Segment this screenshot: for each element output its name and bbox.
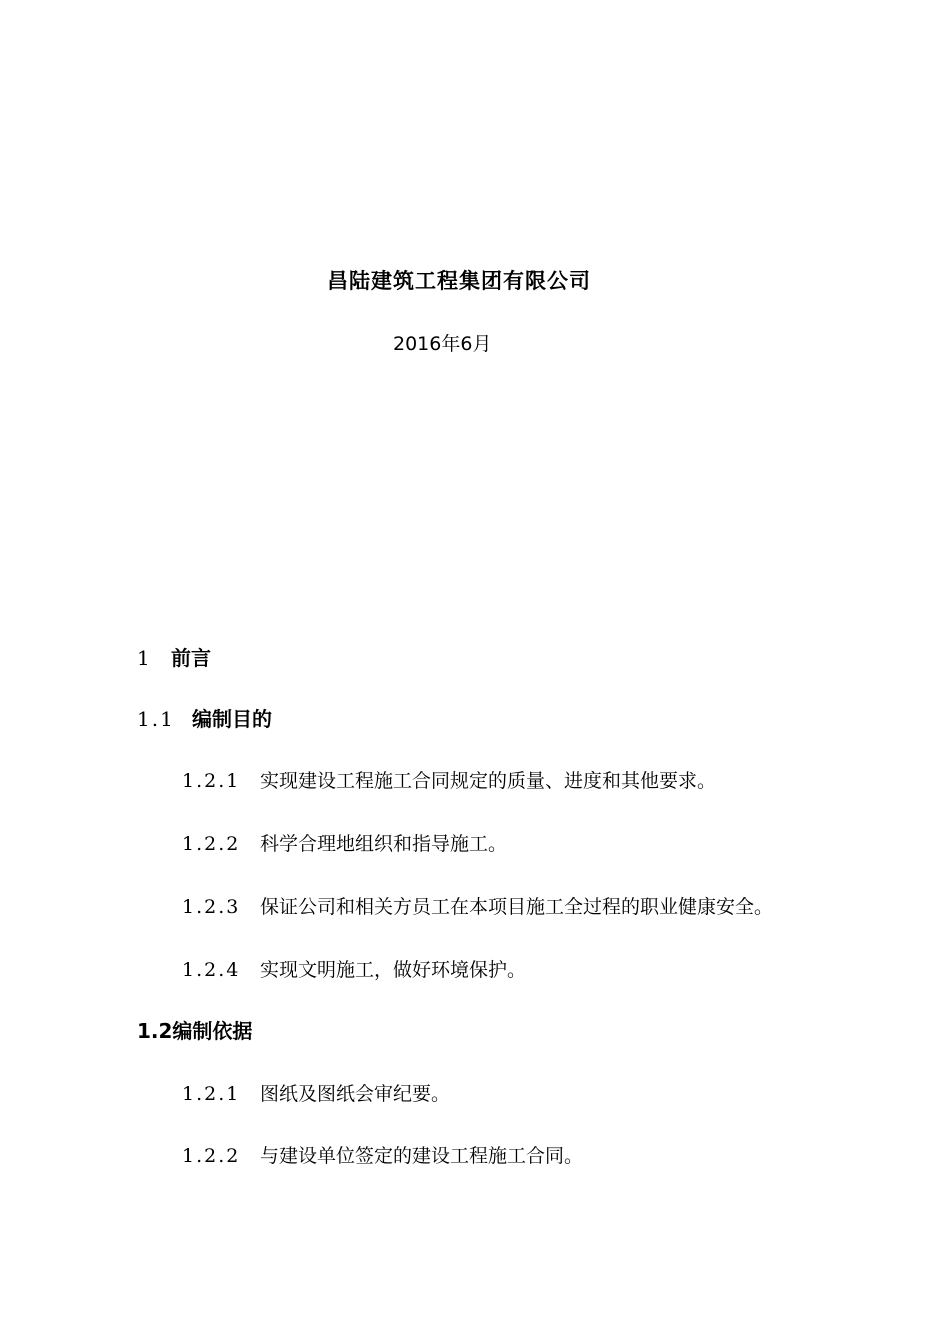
list-item: [182, 892, 773, 922]
list-item-number: 1.2.4: [182, 959, 241, 981]
section-1-2-heading: 1.2编制依据: [137, 1019, 253, 1043]
list-item-number: 1.2.1: [182, 770, 241, 792]
list-item-text: 实现建设工程施工合同规定的质量、进度和其他要求。: [260, 770, 717, 792]
section-1-title: 前言: [171, 646, 211, 670]
list-item-text: 与建设单位签定的建设工程施工合同。: [260, 1145, 584, 1167]
section-1-1-heading: [137, 704, 272, 734]
section-1-heading: [137, 643, 211, 673]
list-item-text: 图纸及图纸会审纪要。: [260, 1083, 451, 1105]
list-item: [182, 766, 716, 796]
list-item: [182, 829, 507, 859]
list-item-text: 实现文明施工，做好环境保护。: [260, 959, 527, 981]
list-item: [182, 1079, 450, 1109]
list-item: [182, 955, 526, 985]
cover-date: 2016年6月: [393, 333, 492, 355]
list-item-number: 1.2.1: [182, 1083, 241, 1105]
section-1-1-title: 编制目的: [192, 707, 272, 731]
list-item-number: 1.2.2: [182, 1145, 241, 1167]
section-1-1-number: 1.1: [137, 707, 175, 731]
cover-company-name: 昌陆建筑工程集团有限公司: [327, 269, 591, 293]
list-item: [182, 1141, 583, 1171]
list-item-number: 1.2.2: [182, 833, 241, 855]
list-item-text: 科学合理地组织和指导施工。: [260, 833, 508, 855]
section-1-number: 1: [137, 646, 150, 670]
list-item-text: 保证公司和相关方员工在本项目施工全过程的职业健康安全。: [260, 896, 774, 918]
list-item-number: 1.2.3: [182, 896, 241, 918]
